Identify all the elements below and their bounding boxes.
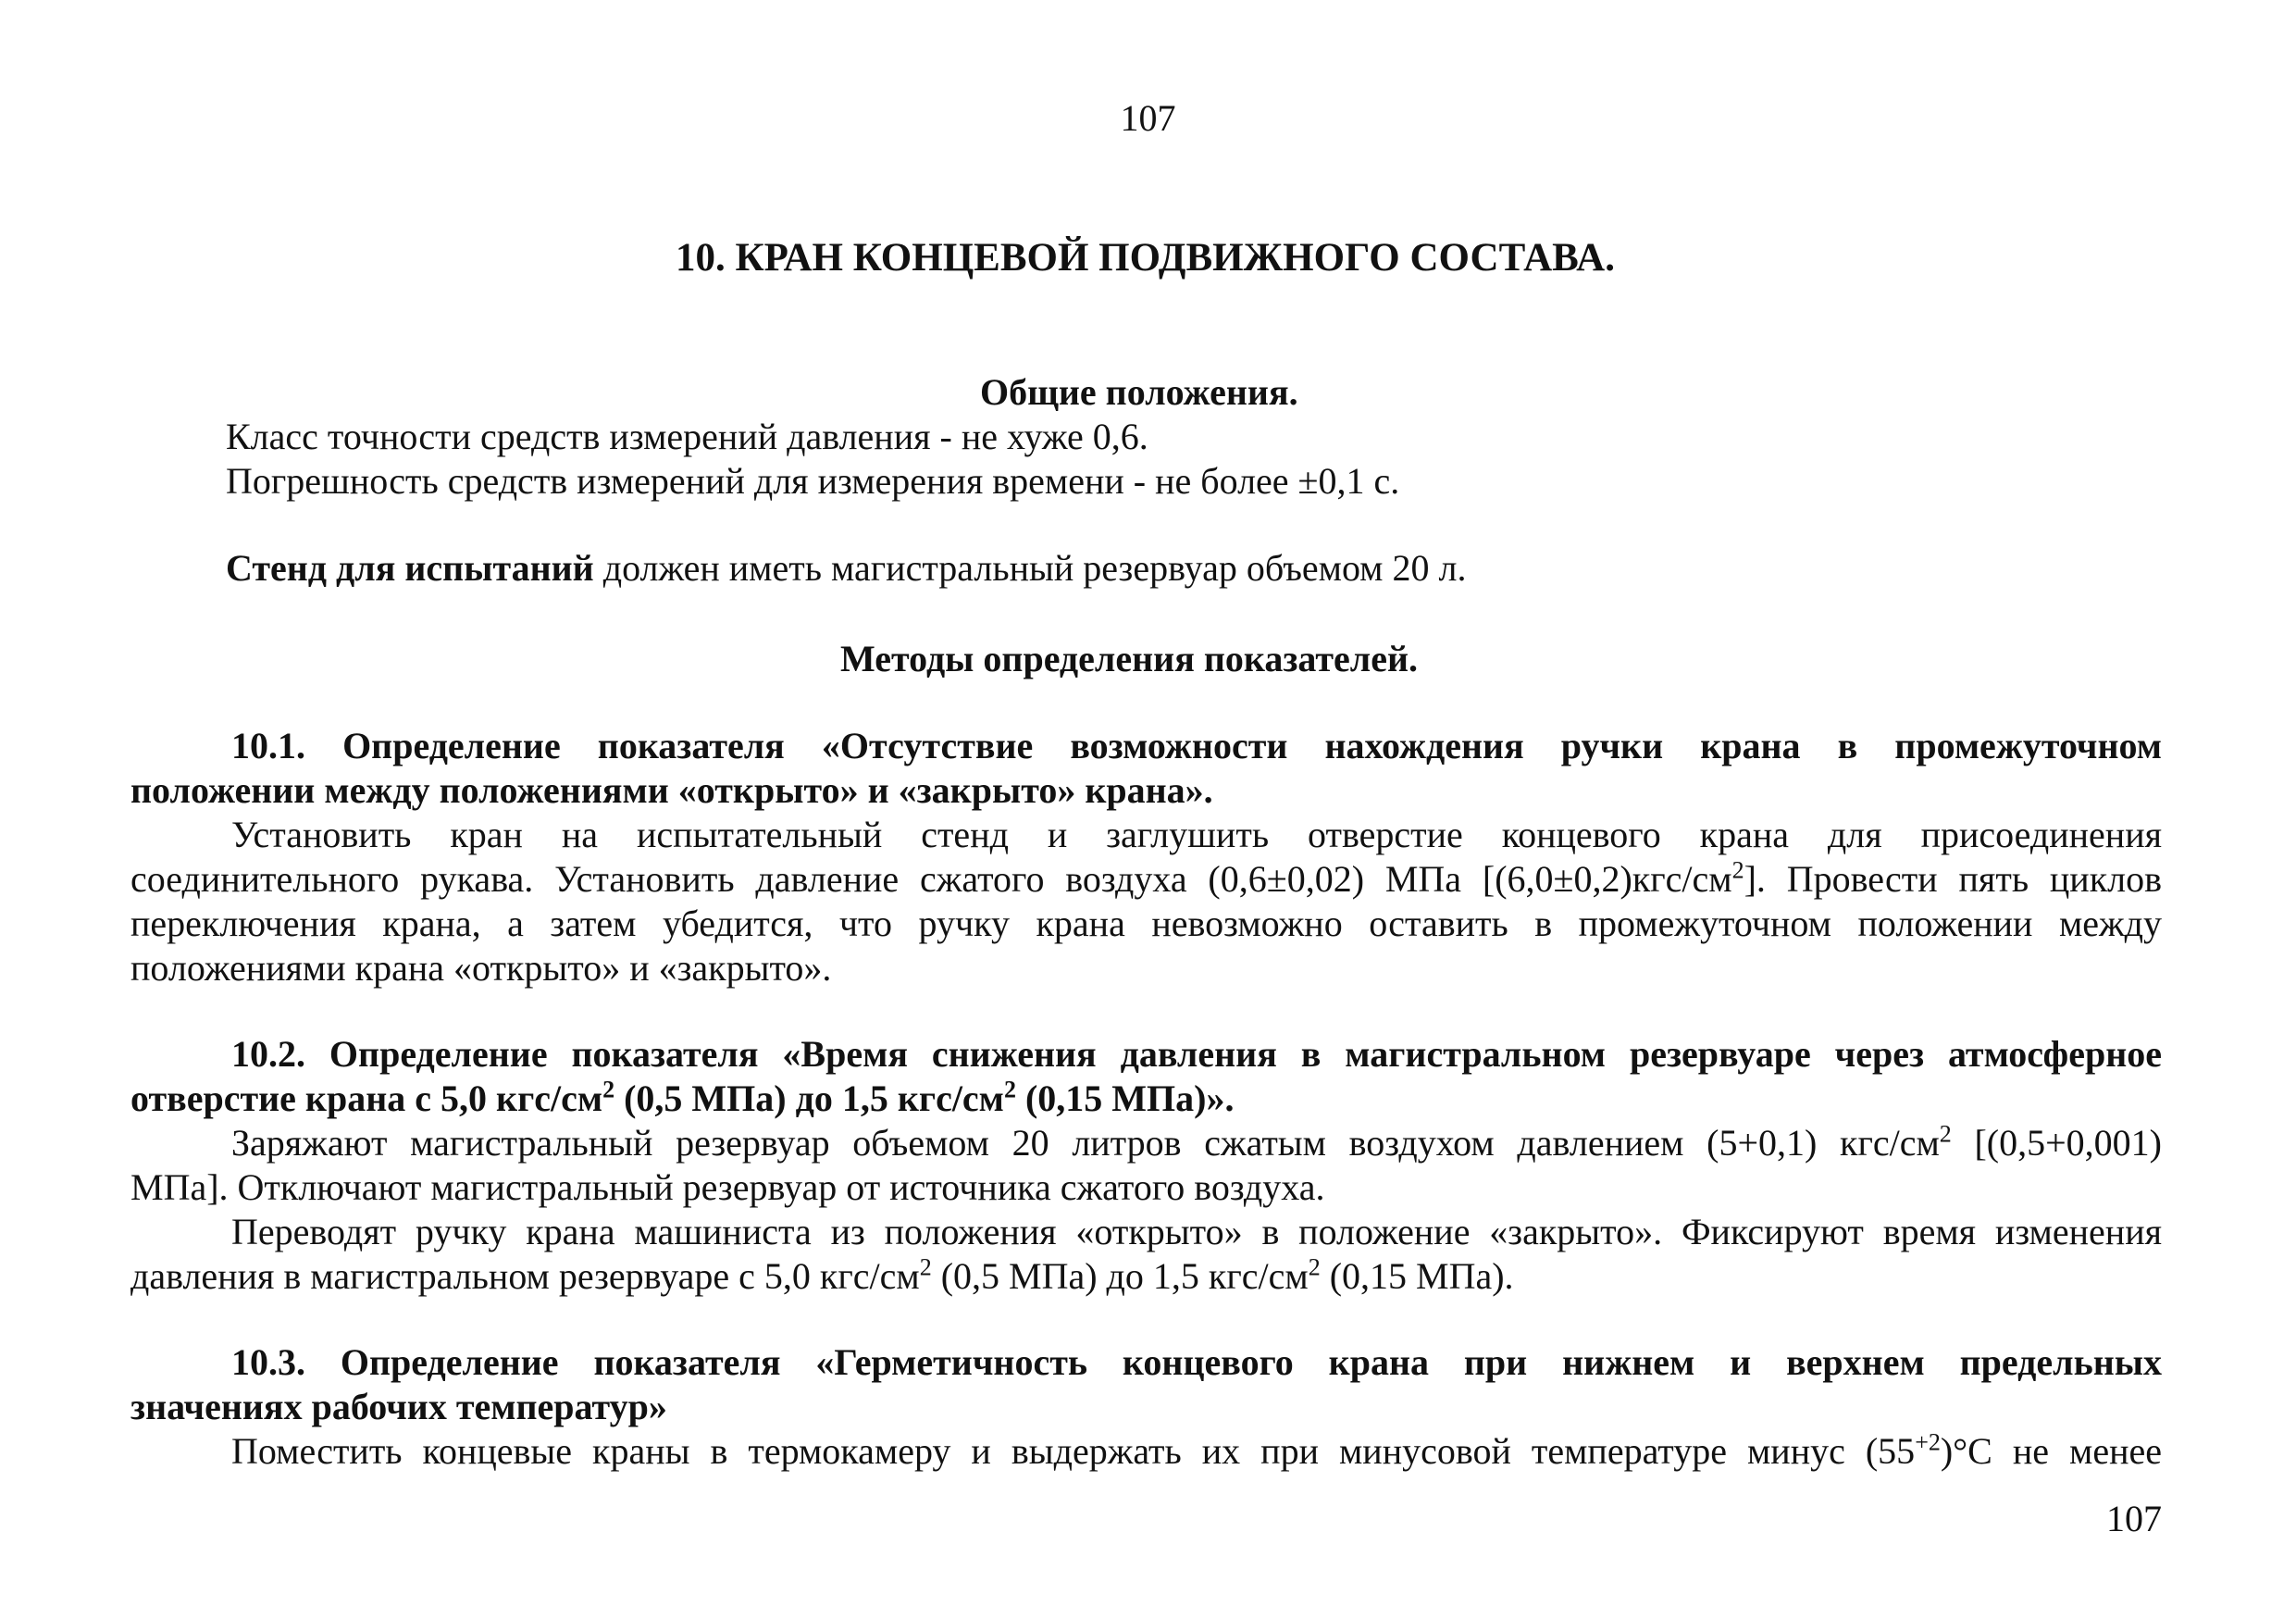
s102-heading-line-2: [130, 1077, 1234, 1121]
s101-body-line-2-tail: ]. Провести пять циклов: [1744, 858, 2162, 900]
methods-heading: Методы определения показателей.: [840, 638, 1419, 679]
s102-para2-text-3: (0,15 МПа).: [1320, 1255, 1514, 1297]
s101-heading-line-1: 10.1. Определение показателя «Отсутствие возможности нахождения ручки крана в промежуточном: [231, 725, 2162, 766]
s102-para1-line-2: МПа]. Отключают магистральный резервуар от источника сжатого воздуха.: [130, 1166, 1325, 1208]
general-line-1: Класс точности средств измерений давления - не хуже 0,6.: [226, 416, 1148, 457]
s102-heading-line-1: 10.2. Определение показателя «Время снижения давления в магистральном резервуаре через атмосферное: [231, 1033, 2162, 1075]
superscript: 2: [1939, 1120, 1952, 1148]
page-number-bottom: 107: [2106, 1498, 2162, 1539]
s101-body-line-3: переключения крана, а затем убедится, что ручку крана невозможно оставить в промежуточном положении между: [130, 903, 2162, 944]
general-heading: Общие положения.: [980, 371, 1298, 413]
s102-heading-text-2: (0,5 МПа) до 1,5 кгс/см: [614, 1077, 1004, 1119]
s102-para2-text-2: (0,5 МПа) до 1,5 кгс/см: [931, 1255, 1309, 1297]
s102-heading-text-3: (0,15 МПа)».: [1015, 1077, 1235, 1119]
s102-para2-line-1: Переводят ручку крана машиниста из положения «открыто» в положение «закрыто». Фиксируют время изменения: [231, 1211, 2162, 1252]
s103-body-line-1: [231, 1429, 2162, 1474]
s101-body-line-1: Установить кран на испытательный стенд и заглушить отверстие концевого крана для присоединения: [231, 814, 2162, 855]
s102-para2-line-2: [130, 1254, 1514, 1299]
s102-heading-text-1: отверстие крана с 5,0 кгс/см: [130, 1077, 603, 1119]
s103-body-text-1: Поместить концевые краны в термокамеру и выдержать их при минусовой температуре минус (55: [231, 1430, 1916, 1472]
s101-body-line-2: [130, 857, 2162, 902]
s103-heading-line-1: 10.3. Определение показателя «Герметичность концевого крана при нижнем и верхнем предельных: [231, 1341, 2162, 1383]
general-line-2: Погрешность средств измерений для измерения времени - не более ±0,1 с.: [226, 460, 1400, 502]
s101-body-line-2-text: соединительного рукава. Установить давление сжатого воздуха (0,6±0,02) МПа [(6,0±0,2)кгс/см: [130, 858, 1732, 900]
superscript: 2: [602, 1076, 615, 1103]
s101-heading-line-2: положении между положениями «открыто» и «закрыто» крана».: [130, 769, 1213, 811]
superscript: 2: [919, 1253, 932, 1281]
stand-bold: Стенд для испытаний: [226, 547, 594, 589]
s102-para1-text-1: Заряжают магистральный резервуар объемом 20 литров сжатым воздухом давлением (5+0,1) кгс/см: [231, 1122, 1940, 1164]
stand-line: [226, 546, 1466, 591]
superscript: 2: [1003, 1076, 1016, 1103]
superscript: +2: [1915, 1428, 1941, 1456]
s102-para1-line-1: [231, 1121, 2162, 1165]
section-title: 10. КРАН КОНЦЕВОЙ ПОДВИЖНОГО СОСТАВА.: [676, 236, 1615, 280]
s102-para1-text-2: [(0,5+0,001): [1951, 1122, 2162, 1164]
s102-para2-text-1: давления в магистральном резервуаре с 5,0 кгс/см: [130, 1255, 920, 1297]
s103-body-text-2: )°С не менее: [1940, 1430, 2162, 1472]
stand-rest: должен иметь магистральный резервуар объемом 20 л.: [593, 547, 1467, 589]
superscript: 2: [1731, 856, 1744, 884]
s103-heading-line-2: значениях рабочих температур»: [130, 1386, 667, 1427]
s101-body-line-4: положениями крана «открыто» и «закрыто».: [130, 947, 832, 989]
superscript: 2: [1308, 1253, 1321, 1281]
page-number-top: 107: [1120, 97, 1176, 139]
